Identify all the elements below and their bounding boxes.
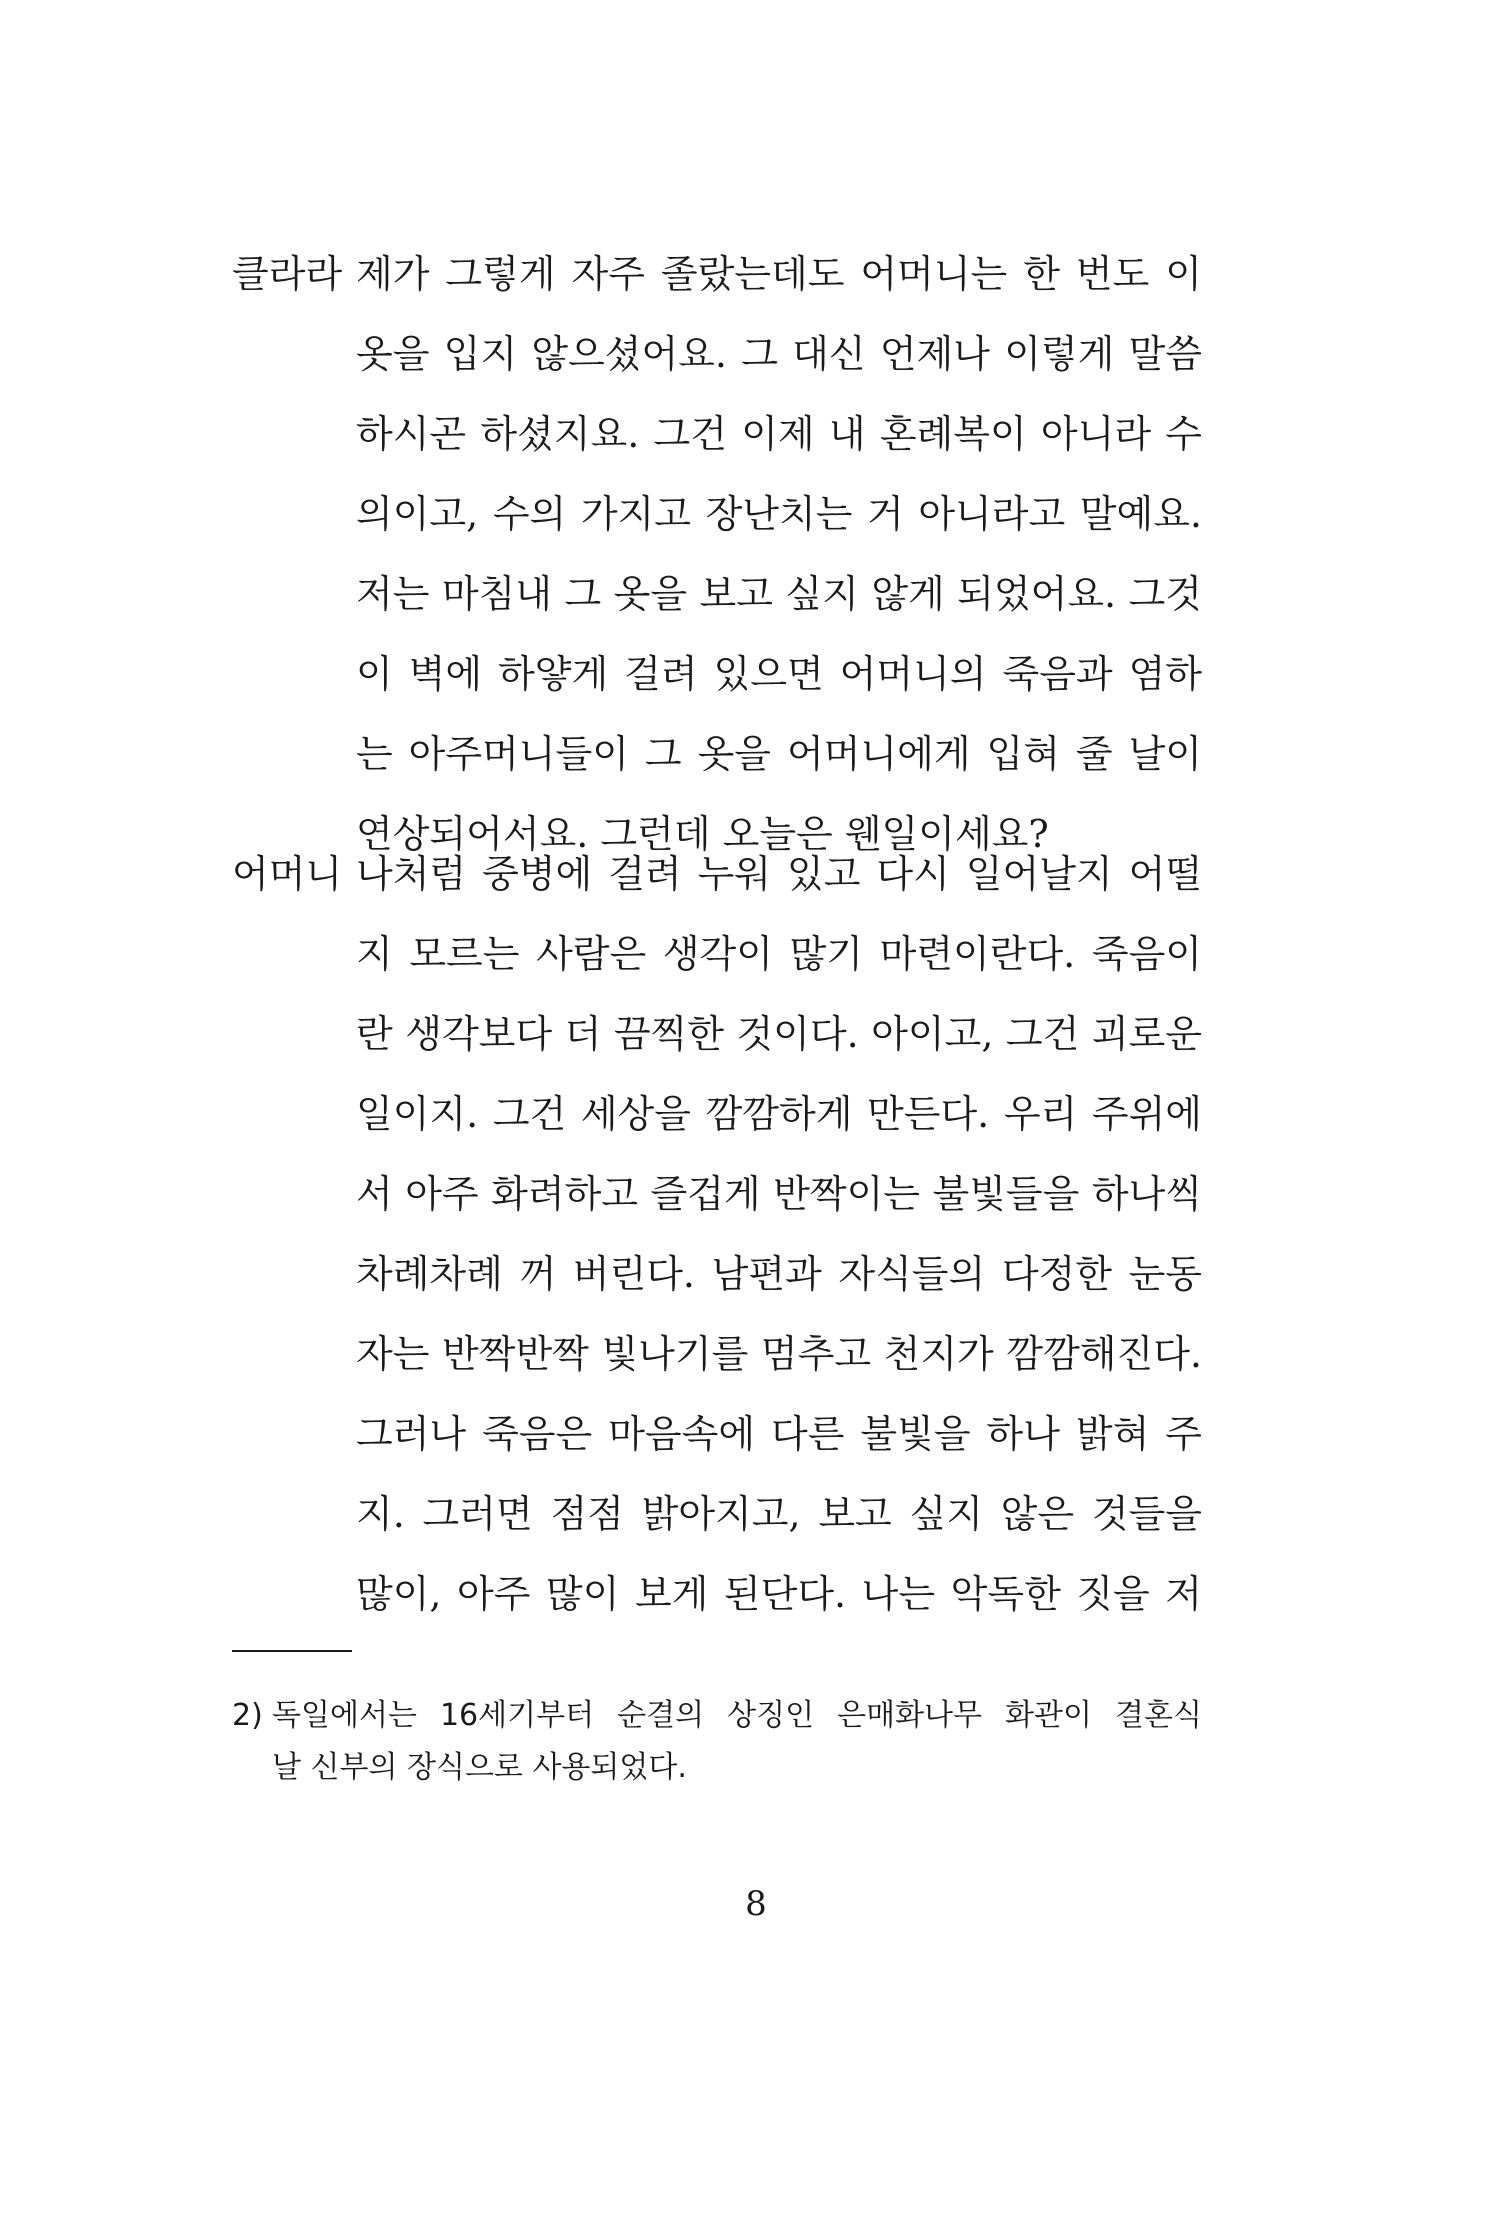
dialogue-line: 지 모르는 사람은 생각이 많기 마련이란다. 죽음이 bbox=[356, 932, 1202, 976]
dialogue-line: 제가 그렇게 자주 졸랐는데도 어머니는 한 번도 이 bbox=[356, 252, 1202, 296]
dialogue-line: 차례차례 꺼 버린다. 남편과 자식들의 다정한 눈동 bbox=[356, 1252, 1202, 1296]
dialogue-line: 일이지. 그건 세상을 깜깜하게 만든다. 우리 주위에 bbox=[356, 1092, 1202, 1136]
dialogue-line: 많이, 아주 많이 보게 된단다. 나는 악독한 짓을 저 bbox=[356, 1572, 1202, 1616]
footnote-marker: 2) bbox=[232, 1698, 263, 1733]
dialogue-line: 옷을 입지 않으셨어요. 그 대신 언제나 이렇게 말씀 bbox=[356, 332, 1202, 376]
dialogue-line: 저는 마침내 그 옷을 보고 싶지 않게 되었어요. 그것 bbox=[356, 572, 1202, 616]
dialogue-line: 그러나 죽음은 마음속에 다른 불빛을 하나 밝혀 주 bbox=[356, 1412, 1202, 1456]
footnote-line: 날 신부의 장식으로 사용되었다. bbox=[272, 1750, 687, 1785]
dialogue-line: 자는 반짝반짝 빛나기를 멈추고 천지가 깜깜해진다. bbox=[356, 1332, 1202, 1376]
footnote-line: 독일에서는 16세기부터 순결의 상징인 은매화나무 화관이 결혼식 bbox=[272, 1698, 1202, 1733]
speaker-name: 클라라 bbox=[232, 252, 343, 296]
page-number: 8 bbox=[745, 1884, 767, 1924]
dialogue-line: 연상되어서요. 그런데 오늘은 웬일이세요? bbox=[356, 812, 1049, 856]
dialogue-line: 란 생각보다 더 끔찍한 것이다. 아이고, 그건 괴로운 bbox=[356, 1012, 1202, 1056]
dialogue-line: 지. 그러면 점점 밝아지고, 보고 싶지 않은 것들을 bbox=[356, 1492, 1202, 1536]
footnote-divider bbox=[232, 1650, 352, 1652]
dialogue-line: 하시곤 하셨지요. 그건 이제 내 혼례복이 아니라 수 bbox=[356, 412, 1202, 456]
dialogue-line: 서 아주 화려하고 즐겁게 반짝이는 불빛들을 하나씩 bbox=[356, 1172, 1202, 1216]
dialogue-line: 는 아주머니들이 그 옷을 어머니에게 입혀 줄 날이 bbox=[356, 732, 1202, 776]
dialogue-line: 의이고, 수의 가지고 장난치는 거 아니라고 말예요. bbox=[356, 492, 1202, 536]
speaker-name: 어머니 bbox=[232, 852, 343, 896]
dialogue-line: 이 벽에 하얗게 걸려 있으면 어머니의 죽음과 염하 bbox=[356, 652, 1202, 696]
dialogue-line: 나처럼 중병에 걸려 누워 있고 다시 일어날지 어떨 bbox=[356, 852, 1202, 896]
